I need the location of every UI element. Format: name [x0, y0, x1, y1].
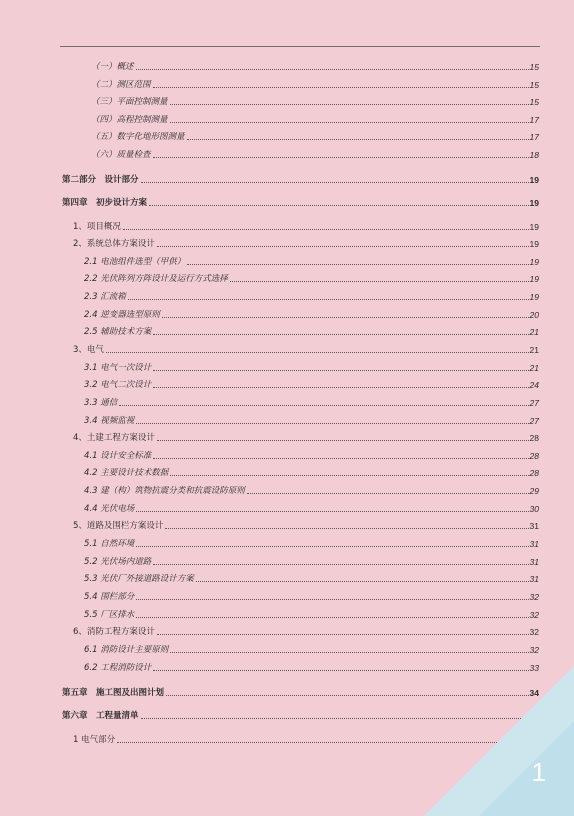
toc-entry[interactable] — [84, 503, 539, 515]
toc-leader-dots — [153, 457, 528, 459]
toc-leader-dots — [153, 386, 528, 388]
toc-entry-title: 6.2 工程消防设计 — [84, 663, 152, 673]
toc-entry-title: 2.1 电池组件选型（甲供） — [84, 257, 186, 267]
toc-leader-dots — [153, 156, 529, 158]
toc-entry[interactable] — [84, 556, 539, 568]
toc-entry[interactable] — [84, 591, 539, 603]
toc-entry-page: 19 — [529, 292, 539, 302]
toc-entry-title: 第五章 施工图及出图计划 — [62, 688, 165, 698]
toc-entry[interactable] — [91, 96, 539, 108]
toc-entry[interactable] — [73, 238, 539, 250]
toc-entry-title: （三）平面控制测量 — [91, 97, 168, 107]
toc-entry[interactable] — [84, 485, 539, 497]
toc-entry[interactable] — [62, 174, 539, 186]
toc-leader-dots — [136, 545, 528, 547]
toc-entry-page: 19 — [529, 274, 539, 284]
toc-entry-page: 15 — [529, 97, 539, 107]
toc-entry[interactable] — [84, 326, 539, 338]
toc-entry-title: 2、系统总体方案设计 — [73, 239, 155, 249]
toc-entry[interactable] — [84, 362, 539, 374]
toc-leader-dots — [157, 439, 529, 441]
toc-leader-dots — [157, 245, 529, 247]
toc-entry[interactable] — [84, 256, 539, 268]
toc-entry-page: 27 — [529, 416, 539, 426]
toc-leader-dots — [170, 651, 528, 653]
toc-entry-title: （四）高程控制测量 — [91, 115, 168, 125]
toc-entry-page: 24 — [529, 380, 539, 390]
toc-entry-page: 34 — [529, 688, 539, 698]
toc-entry-title: （一）概述 — [91, 62, 134, 72]
toc-entry-title: 5、道路及围栏方案设计 — [73, 521, 164, 531]
toc-entry-title: 6.1 消防设计主要原则 — [84, 645, 169, 655]
toc-entry-title: 3.3 通信 — [84, 398, 118, 408]
toc-entry-page: 21 — [529, 327, 539, 337]
toc-entry-page: 21 — [529, 345, 539, 355]
toc-leader-dots — [170, 103, 529, 105]
toc-entry-page: 28 — [529, 468, 539, 478]
toc-entry[interactable] — [73, 626, 539, 638]
toc-entry[interactable] — [62, 197, 539, 209]
toc-leader-dots — [153, 563, 528, 565]
toc-leader-dots — [165, 527, 528, 529]
toc-entry-page: 18 — [529, 150, 539, 160]
toc-entry-title: 5.2 光伏场内道路 — [84, 557, 152, 567]
toc-entry-page: 15 — [529, 80, 539, 90]
toc-entry-page: 27 — [529, 398, 539, 408]
toc-entry-title: （六）质量检查 — [91, 150, 151, 160]
toc-entry[interactable] — [91, 149, 539, 161]
toc-entry-page: 17 — [529, 132, 539, 142]
toc-entry-page: 33 — [529, 663, 539, 673]
toc-entry[interactable] — [73, 432, 539, 444]
toc-leader-dots — [170, 121, 529, 123]
toc-entry-page: 28 — [529, 433, 539, 443]
toc-entry[interactable] — [84, 450, 539, 462]
toc-entry-page: 21 — [529, 363, 539, 373]
toc-leader-dots — [123, 228, 529, 230]
toc-entry-title: 4、土建工程方案设计 — [73, 433, 155, 443]
toc-leader-dots — [136, 616, 528, 618]
toc-entry[interactable] — [91, 114, 539, 126]
toc-entry-page: 15 — [529, 62, 539, 72]
toc-entry-title: 4.1 设计安全标准 — [84, 451, 152, 461]
toc-entry-title: 1 电气部分 — [73, 735, 116, 745]
toc-entry-page: 19 — [529, 239, 539, 249]
toc-leader-dots — [153, 86, 529, 88]
toc-entry[interactable] — [84, 397, 539, 409]
toc-leader-dots — [187, 263, 528, 265]
toc-entry-title: 4.2 主要设计技术数据 — [84, 468, 169, 478]
toc-leader-dots — [141, 181, 529, 183]
toc-entry-title: 第六章 工程量清单 — [62, 711, 139, 721]
toc-entry-title: 2.2 光伏阵列方阵设计及运行方式选择 — [84, 274, 228, 284]
toc-entry-page: 36 — [529, 735, 539, 745]
toc-entry-title: 3.4 视频监视 — [84, 416, 135, 426]
toc-entry[interactable] — [84, 415, 539, 427]
toc-entry[interactable] — [73, 221, 539, 233]
toc-entry-title: 4.4 光伏电场 — [84, 504, 135, 514]
toc-entry[interactable] — [84, 379, 539, 391]
toc-leader-dots — [136, 422, 528, 424]
toc-entry-title: 第四章 初步设计方案 — [62, 198, 148, 208]
toc-entry-page: 31 — [529, 557, 539, 567]
toc-entry-page: 30 — [529, 504, 539, 514]
toc-entry-title: 3.1 电气一次设计 — [84, 363, 152, 373]
toc-entry[interactable] — [84, 467, 539, 479]
toc-entry-page: 19 — [529, 198, 539, 208]
toc-entry-page: 32 — [529, 592, 539, 602]
toc-leader-dots — [170, 474, 528, 476]
toc-entry-page: 17 — [529, 115, 539, 125]
toc-entry-page: 31 — [529, 574, 539, 584]
toc-leader-dots — [153, 369, 528, 371]
toc-entry[interactable] — [91, 79, 539, 91]
toc-entry-title: 2.5 辅助技术方案 — [84, 327, 152, 337]
toc-leader-dots — [136, 68, 529, 70]
toc-entry-title: （二）测区范围 — [91, 80, 151, 90]
toc-entry-page: 19 — [529, 257, 539, 267]
toc-leader-dots — [149, 204, 529, 206]
toc-entry-title: 第二部分 设计部分 — [62, 175, 139, 185]
toc-leader-dots — [162, 316, 529, 318]
toc-leader-dots — [230, 280, 529, 282]
toc-entry-title: 2.4 逆变器选型原则 — [84, 310, 160, 320]
toc-leader-dots — [136, 598, 528, 600]
toc-leader-dots — [128, 298, 529, 300]
toc-entry-title: （五）数字化地形图测量 — [91, 132, 185, 142]
toc-entry-page: 32 — [529, 610, 539, 620]
toc-entry-title: 6、消防工程方案设计 — [73, 627, 155, 637]
toc-leader-dots — [106, 351, 529, 353]
toc-entry-page: 36 — [529, 711, 539, 721]
toc-entry[interactable] — [91, 61, 539, 73]
toc-leader-dots — [157, 633, 529, 635]
toc-entry[interactable] — [73, 344, 539, 356]
toc-entry-page: 32 — [529, 627, 539, 637]
toc-entry-page: 20 — [529, 310, 539, 320]
toc-leader-dots — [247, 492, 529, 494]
toc-entry-page: 31 — [529, 539, 539, 549]
toc-entry[interactable] — [91, 131, 539, 143]
toc-leader-dots — [187, 138, 529, 140]
toc-entry-page: 31 — [529, 521, 539, 531]
corner-decoration-accent — [479, 721, 574, 816]
toc-entry[interactable] — [84, 291, 539, 303]
toc-entry-page: 28 — [529, 451, 539, 461]
toc-leader-dots — [196, 580, 529, 582]
toc-entry[interactable] — [84, 273, 539, 285]
toc-entry-page: 19 — [529, 175, 539, 185]
toc-entry-title: 2.3 汇流箱 — [84, 292, 126, 302]
toc-entry-page: 19 — [529, 222, 539, 232]
toc-entry-title: 3、电气 — [73, 345, 104, 355]
toc-entry[interactable] — [73, 520, 539, 532]
toc-entry-title: 5.1 自然环境 — [84, 539, 135, 549]
toc-entry[interactable] — [84, 538, 539, 550]
toc-entry[interactable] — [84, 644, 539, 656]
toc-entry-title: 5.5 厂区排水 — [84, 610, 135, 620]
toc-leader-dots — [153, 333, 528, 335]
page-number: 1 — [531, 757, 546, 787]
toc-entry-title: 4.3 建（构）筑物抗震分类和抗震设防原则 — [84, 486, 245, 496]
toc-entry-title: 5.3 光伏厂外接道路设计方案 — [84, 574, 194, 584]
toc-entry-title: 5.4 围栏部分 — [84, 592, 135, 602]
toc-entry-page: 29 — [529, 486, 539, 496]
toc-leader-dots — [136, 510, 528, 512]
toc-entry-page: 32 — [529, 645, 539, 655]
toc-entry[interactable] — [84, 573, 539, 585]
toc-entry[interactable] — [84, 609, 539, 621]
toc-entry-title: 3.2 电气二次设计 — [84, 380, 152, 390]
toc-leader-dots — [119, 404, 528, 406]
toc-entry-title: 1、项目概况 — [73, 222, 121, 232]
toc-entry[interactable] — [84, 309, 539, 321]
